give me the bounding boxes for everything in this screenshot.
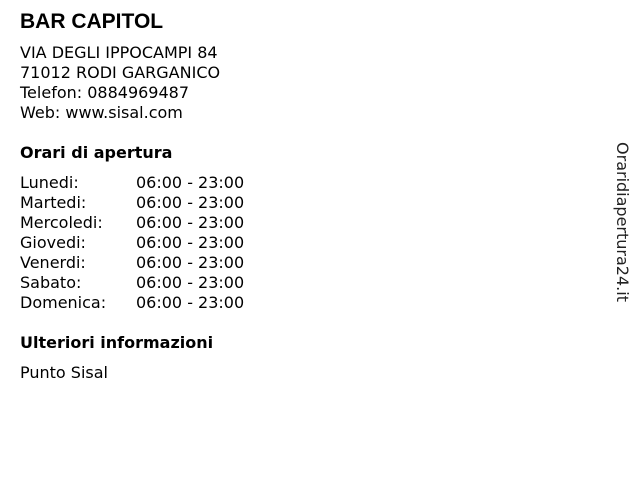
hours-time: 06:00 - 23:00 xyxy=(136,293,245,312)
hours-day: Sabato: xyxy=(20,273,82,292)
site-watermark: Oraridiapertura24.it xyxy=(613,142,632,302)
website: Web: www.sisal.com xyxy=(20,103,183,122)
hours-day: Giovedi: xyxy=(20,233,86,252)
additional-info-heading: Ulteriori informazioni xyxy=(20,333,214,352)
hours-time: 06:00 - 23:00 xyxy=(136,213,245,232)
business-name: BAR CAPITOL xyxy=(20,10,164,33)
hours-day: Lunedi: xyxy=(20,173,79,192)
address-street: VIA DEGLI IPPOCAMPI 84 xyxy=(20,43,218,62)
hours-row-thursday xyxy=(20,233,580,253)
hours-row-saturday xyxy=(20,273,580,293)
hours-day: Venerdi: xyxy=(20,253,86,272)
hours-row-wednesday xyxy=(20,213,580,233)
hours-day: Mercoledi: xyxy=(20,213,103,232)
opening-hours-table xyxy=(20,173,580,313)
business-card xyxy=(20,9,580,383)
hours-time: 06:00 - 23:00 xyxy=(136,173,245,192)
hours-time: 06:00 - 23:00 xyxy=(136,233,245,252)
hours-day: Domenica: xyxy=(20,293,107,312)
hours-row-monday xyxy=(20,173,580,193)
additional-info-text: Punto Sisal xyxy=(20,363,108,382)
hours-time: 06:00 - 23:00 xyxy=(136,253,245,272)
business-contact xyxy=(20,43,580,123)
address-city: 71012 RODI GARGANICO xyxy=(20,63,221,82)
hours-time: 06:00 - 23:00 xyxy=(136,193,245,212)
opening-hours-heading: Orari di apertura xyxy=(20,143,173,162)
hours-day: Martedi: xyxy=(20,193,87,212)
hours-row-tuesday xyxy=(20,193,580,213)
hours-row-sunday xyxy=(20,293,580,313)
phone-number: Telefon: 0884969487 xyxy=(20,83,190,102)
hours-time: 06:00 - 23:00 xyxy=(136,273,245,292)
hours-row-friday xyxy=(20,253,580,273)
